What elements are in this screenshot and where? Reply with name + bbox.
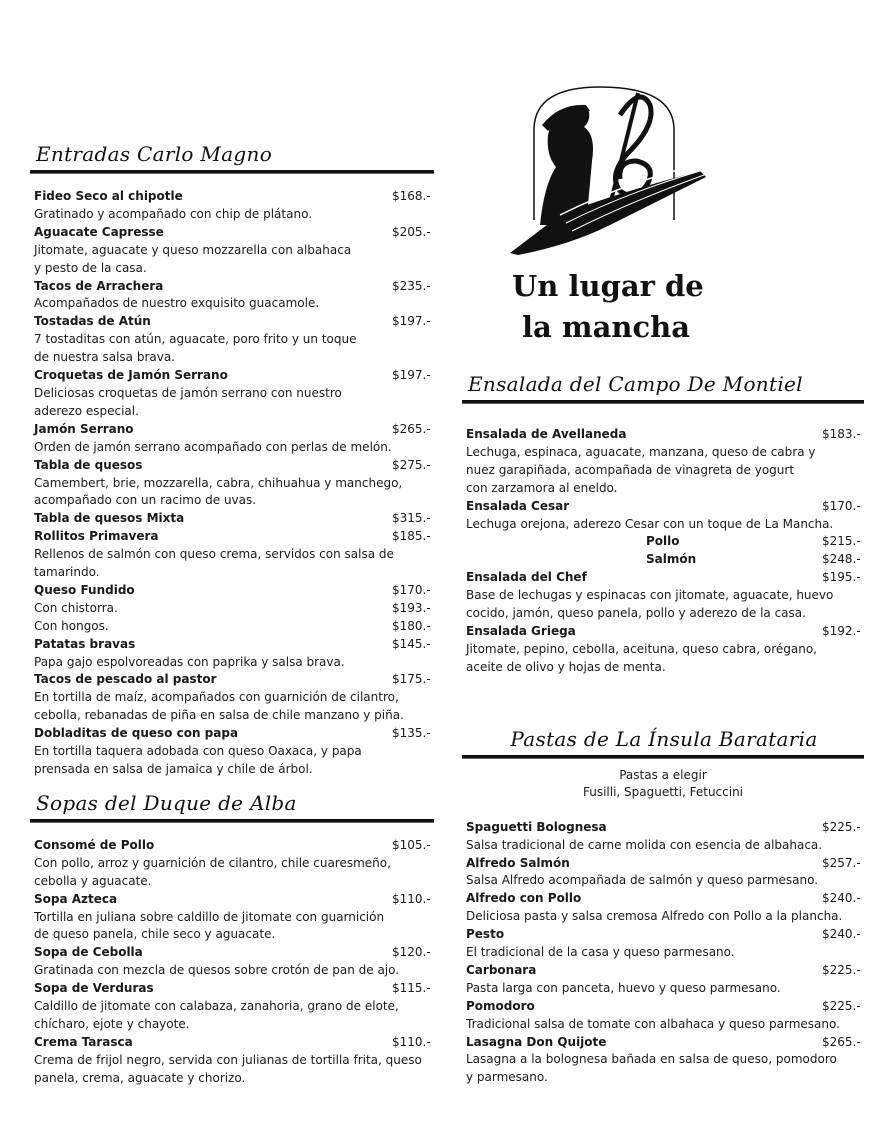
- item-header: [34, 528, 430, 546]
- item-name: Alfredo con Pollo: [466, 891, 582, 906]
- item-description: Gratinada con mezcla de quesos sobre crotón de pan de ajo.: [34, 963, 400, 978]
- item-header: [466, 855, 860, 873]
- item-description: En tortilla taquera adobada con queso Oaxaca, y papa prensada en salsa de jamaica y chile de árbol.: [34, 744, 362, 776]
- variant-label: Con chistorra.: [34, 600, 118, 615]
- item-header: [466, 569, 860, 587]
- item-price: $265.-: [392, 421, 431, 436]
- item-price: $225.-: [822, 998, 861, 1013]
- section-divider: [462, 755, 864, 759]
- menu-item: [34, 421, 430, 457]
- section-title: Sopas del Duque de Alba: [36, 790, 297, 815]
- item-header: [34, 837, 430, 855]
- item-name: Tacos de Arrachera: [34, 278, 164, 293]
- item-header: [34, 980, 430, 998]
- menu-item: [34, 980, 430, 1034]
- item-price: $197.-: [392, 368, 431, 383]
- item-price: $110.-: [392, 891, 431, 906]
- restaurant-name-line2: la mancha: [522, 310, 690, 344]
- item-price: $115.-: [392, 981, 431, 996]
- restaurant-logo: [500, 75, 720, 255]
- item-price: $225.-: [822, 962, 861, 977]
- item-price: $195.-: [822, 570, 861, 585]
- item-header: [34, 224, 430, 242]
- item-name: Sopa de Verduras: [34, 981, 154, 996]
- item-header: [34, 313, 430, 331]
- item-description: Lechuga, espinaca, aguacate, manzana, queso de cabra y nuez garapiñada, acompañada de vinagreta de yogurt con zarzamora al eneldo.: [466, 444, 816, 495]
- pasta-note-line2: Fusilli, Spaguetti, Fetuccini: [582, 784, 744, 799]
- item-header: [466, 498, 860, 516]
- menu-item: [34, 837, 430, 891]
- item-header: [466, 998, 860, 1016]
- item-variant: [34, 618, 430, 636]
- item-name: Rollitos Primavera: [34, 529, 159, 544]
- pasta-note-line1: Pastas a elegir: [619, 767, 707, 782]
- item-header: [34, 636, 430, 654]
- item-header: [34, 421, 430, 439]
- menu-item: [466, 819, 860, 855]
- item-name: Crema Tarasca: [34, 1034, 133, 1049]
- item-description: Pasta larga con panceta, huevo y queso parmesano.: [466, 980, 781, 995]
- item-name: Sopa Azteca: [34, 891, 118, 906]
- menu-item: [34, 528, 430, 582]
- item-price: $235.-: [392, 278, 431, 293]
- menu-item: [466, 926, 860, 962]
- menu-item: [466, 890, 860, 926]
- item-header: [34, 671, 430, 689]
- item-name: Ensalada del Chef: [466, 570, 587, 585]
- item-name: Lasagna Don Quijote: [466, 1034, 607, 1049]
- item-header: [466, 623, 860, 641]
- item-header: [466, 962, 860, 980]
- menu-item: [34, 671, 430, 725]
- menu-item: [34, 278, 430, 314]
- item-price: $240.-: [822, 927, 861, 942]
- item-price: $175.-: [392, 672, 431, 687]
- item-variant: [34, 600, 430, 618]
- item-header: [466, 819, 860, 837]
- item-description: Crema de frijol negro, servida con julianas de tortilla frita, queso panela, crema, aguacate y chorizo.: [34, 1052, 422, 1085]
- item-description: 7 tostaditas con atún, aguacate, poro frito y un toque de nuestra salsa brava.: [34, 332, 357, 365]
- menu-item: [34, 1034, 430, 1088]
- item-price: $170.-: [822, 498, 861, 513]
- item-price: $135.-: [392, 726, 431, 741]
- menu-item: [34, 188, 430, 224]
- item-header: [34, 1034, 430, 1052]
- item-description: Jitomate, aguacate y queso mozzarella con albahaca y pesto de la casa.: [34, 242, 352, 275]
- item-header: [466, 426, 860, 444]
- item-name: Consomé de Pollo: [34, 837, 155, 852]
- item-header: [466, 1034, 860, 1052]
- menu-item: [466, 855, 860, 891]
- variant-label: Con hongos.: [34, 618, 109, 633]
- menu-item: [466, 623, 860, 677]
- item-header: [34, 278, 430, 296]
- item-name: Alfredo Salmón: [466, 855, 570, 870]
- menu-items: [466, 819, 860, 1088]
- item-description: Deliciosas croquetas de jamón serrano con nuestro aderezo especial.: [34, 385, 342, 418]
- item-name: Dobladitas de queso con papa: [34, 726, 239, 741]
- item-description: Lechuga orejona, aderezo Cesar con un toque de La Mancha.: [466, 516, 834, 531]
- menu-item: [34, 367, 430, 421]
- item-description: En tortilla de maíz, acompañados con guarnición de cilantro, cebolla, rebanadas de piña en salsa de chile manzano y piña.: [34, 690, 404, 723]
- item-header: [34, 188, 430, 206]
- section-divider: [30, 170, 434, 174]
- menu-item: [34, 725, 430, 779]
- item-variant: [466, 533, 860, 551]
- right-column: [466, 370, 860, 1087]
- item-description: El tradicional de la casa y queso parmesano.: [466, 945, 735, 960]
- section-ensaladas: [466, 370, 860, 677]
- menu-item: [466, 998, 860, 1034]
- section-sopas: [34, 789, 430, 1088]
- item-name: Queso Fundido: [34, 582, 135, 597]
- item-description: Tortilla en juliana sobre caldillo de jitomate con guarnición de queso panela, chile seco y aguacate.: [34, 909, 385, 942]
- item-name: Ensalada de Avellaneda: [466, 427, 627, 441]
- item-price: $275.-: [392, 457, 431, 472]
- item-description: Caldillo de jitomate con calabaza, zanahoria, grano de elote, chícharo, ejote y chayote.: [34, 999, 399, 1031]
- variant-price: $193.-: [392, 600, 431, 615]
- item-price: $257.-: [822, 855, 861, 870]
- item-price: $170.-: [392, 582, 431, 597]
- item-name: Pomodoro: [466, 998, 535, 1013]
- menu-item: [466, 962, 860, 998]
- menu-item: [34, 224, 430, 278]
- item-description: Papa gajo espolvoreadas con paprika y salsa brava.: [34, 654, 345, 669]
- item-header: [34, 891, 430, 909]
- restaurant-name-line1: Un lugar de: [512, 269, 704, 303]
- item-name: Pesto: [466, 927, 505, 942]
- item-header: [34, 725, 430, 743]
- item-header: [34, 367, 430, 385]
- item-price: $315.-: [392, 511, 431, 526]
- item-description: Deliciosa pasta y salsa cremosa Alfredo con Pollo a la plancha.: [466, 909, 843, 924]
- item-name: Croquetas de Jamón Serrano: [34, 368, 228, 383]
- menu-items: [34, 837, 430, 1088]
- menu-item: [34, 313, 430, 367]
- variant-price: $215.-: [822, 534, 861, 549]
- menu-items: [466, 426, 860, 677]
- item-name: Tostadas de Atún: [34, 314, 151, 329]
- item-description: Con pollo, arroz y guarnición de cilantro, chile cuaresmeño, cebolla y aguacate.: [34, 855, 391, 888]
- item-price: $105.-: [392, 837, 431, 852]
- item-description: Salsa tradicional de carne molida con esencia de albahaca.: [466, 837, 823, 852]
- item-description: Salsa Alfredo acompañada de salmón y queso parmesano.: [466, 873, 819, 888]
- item-name: Aguacate Capresse: [34, 224, 164, 239]
- item-name: Ensalada Griega: [466, 623, 576, 638]
- section-divider: [30, 819, 434, 823]
- menu-item: [34, 944, 430, 980]
- section-title: Ensalada del Campo De Montiel: [468, 372, 803, 396]
- item-price: $185.-: [392, 529, 431, 544]
- item-description: Jitomate, pepino, cebolla, aceituna, queso cabra, orégano, aceite de olivo y hojas de menta.: [466, 641, 817, 674]
- variant-price: $180.-: [392, 618, 431, 633]
- item-price: $265.-: [822, 1034, 861, 1049]
- menu-item: [34, 457, 430, 511]
- section-pastas: [466, 725, 860, 1088]
- item-description: Lasagna a la bolognesa bañada en salsa de queso, pomodoro y parmesano.: [466, 1052, 837, 1085]
- item-name: Ensalada Cesar: [466, 498, 570, 513]
- item-price: $192.-: [822, 623, 861, 638]
- item-price: $120.-: [392, 945, 431, 960]
- section-title: Entradas Carlo Magno: [36, 142, 273, 166]
- menu-item: [34, 636, 430, 672]
- menu-item: [34, 582, 430, 636]
- variant-price: $248.-: [822, 552, 861, 567]
- item-header: [34, 944, 430, 962]
- item-price: $110.-: [392, 1034, 431, 1049]
- item-description: Tradicional salsa de tomate con albahaca y queso parmesano.: [466, 1016, 840, 1031]
- item-header: [34, 457, 430, 475]
- item-description: Acompañados de nuestro exquisito guacamole.: [34, 296, 320, 311]
- item-price: $168.-: [392, 189, 431, 203]
- item-price: $205.-: [392, 224, 431, 239]
- item-variant: [466, 551, 860, 569]
- item-name: Carbonara: [466, 962, 537, 977]
- menu-item: [466, 426, 860, 498]
- section-divider: [462, 400, 864, 404]
- item-name: Sopa de Cebolla: [34, 945, 143, 960]
- menu-item: [34, 510, 430, 528]
- variant-label: Salmón: [646, 552, 697, 567]
- item-description: Gratinado y acompañado con chip de plátano.: [34, 206, 313, 221]
- item-name: Spaguetti Bolognesa: [466, 819, 607, 834]
- item-name: Tacos de pescado al pastor: [34, 672, 217, 687]
- item-name: Fideo Seco al chipotle: [34, 189, 183, 203]
- pasta-note: [466, 767, 860, 801]
- item-header: [34, 510, 430, 528]
- menu-item: [466, 498, 860, 570]
- menu-item: [466, 1034, 860, 1088]
- item-header: [466, 926, 860, 944]
- item-header: [466, 890, 860, 908]
- section-title: Pastas de La Ínsula Barataria: [510, 726, 818, 751]
- item-name: Jamón Serrano: [34, 421, 134, 436]
- item-description: Rellenos de salmón con queso crema, servidos con salsa de tamarindo.: [34, 547, 394, 580]
- item-price: $183.-: [822, 427, 861, 441]
- item-price: $225.-: [822, 819, 861, 834]
- item-description: Camembert, brie, mozzarella, cabra, chihuahua y manchego, acompañado con un racimo de uvas.: [34, 475, 403, 508]
- quixote-book-logo-icon: [500, 75, 720, 255]
- restaurant-name: [512, 266, 742, 348]
- item-price: $197.-: [392, 314, 431, 329]
- item-name: Patatas bravas: [34, 636, 136, 651]
- section-entradas: [34, 140, 430, 779]
- variant-label: Pollo: [646, 534, 680, 549]
- item-name: Tabla de quesos: [34, 457, 143, 472]
- menu-items: [34, 188, 430, 779]
- item-header: [34, 582, 430, 600]
- left-column: [34, 140, 430, 1088]
- item-name: Tabla de quesos Mixta: [34, 511, 185, 526]
- item-description: Orden de jamón serrano acompañado con perlas de melón.: [34, 439, 392, 454]
- item-price: $240.-: [822, 891, 861, 906]
- menu-item: [466, 569, 860, 623]
- menu-item: [34, 891, 430, 945]
- item-price: $145.-: [392, 636, 431, 651]
- item-description: Base de lechugas y espinacas con jitomate, aguacate, huevo cocido, jamón, queso panela, pollo y aderezo de la casa.: [466, 588, 834, 621]
